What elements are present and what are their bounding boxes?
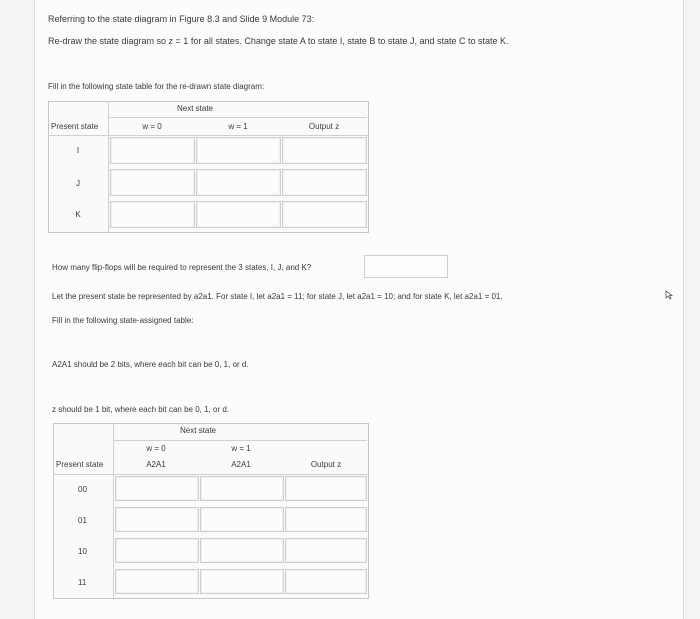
row-label-k: K <box>75 210 81 219</box>
answer-cell-i-z[interactable] <box>282 137 367 164</box>
w1-subheader-2: A2A1 <box>231 460 251 469</box>
output-z-header-2: Output z <box>310 460 342 469</box>
a2a1-note: A2A1 should be 2 bits, where each bit can be 0, 1, or d. <box>52 360 249 369</box>
answer2-cell-00-z[interactable] <box>285 476 367 501</box>
row-label-i: I <box>76 146 80 155</box>
assignment-text: Let the present state be represented by a2a1. For state I, let a2a1 = 11; for state J, let a2a1 = 10; and for state K, let a2a1 = 01. <box>52 292 503 301</box>
intro-text: Referring to the state diagram in Figure 8.3 and Slide 9 Module 73: <box>48 14 315 24</box>
answer2-cell-01-z[interactable] <box>285 507 367 532</box>
z-note: z should be 1 bit, where each bit can be 0, 1, or d. <box>52 405 229 414</box>
w1-header: w = 1 <box>228 122 248 131</box>
answer2-cell-01-w1[interactable] <box>200 507 284 532</box>
answer2-cell-11-z[interactable] <box>285 569 367 594</box>
answer-cell-k-w0[interactable] <box>110 201 195 228</box>
mouse-cursor-icon <box>665 290 675 300</box>
present-state-header: Present state <box>51 122 99 131</box>
row-label-00: 00 <box>78 485 87 494</box>
present-state-header-2: Present state <box>56 460 104 469</box>
answer-cell-j-w0[interactable] <box>110 169 195 196</box>
answer2-cell-10-w0[interactable] <box>115 538 199 563</box>
w0-subheader-2: A2A1 <box>146 460 166 469</box>
answer-cell-j-z[interactable] <box>282 169 367 196</box>
w0-header-2: w = 0 <box>146 444 166 453</box>
answer-cell-i-w0[interactable] <box>110 137 195 164</box>
output-z-header: Output z <box>308 122 340 131</box>
next-state-header: Next state <box>176 104 213 113</box>
w1-header-2: w = 1 <box>231 444 251 453</box>
answer2-cell-00-w1[interactable] <box>200 476 284 501</box>
row-label-01: 01 <box>78 516 87 525</box>
answer-cell-j-w1[interactable] <box>196 169 281 196</box>
answer2-cell-10-w1[interactable] <box>200 538 284 563</box>
instruction-text: Re-draw the state diagram so z = 1 for all states. Change state A to state I, state B to state J, and state C to state K. <box>48 36 509 46</box>
answer2-cell-10-z[interactable] <box>285 538 367 563</box>
w0-header: w = 0 <box>142 122 162 131</box>
row-label-j: J <box>76 179 80 188</box>
answer2-cell-11-w1[interactable] <box>200 569 284 594</box>
answer-cell-k-z[interactable] <box>282 201 367 228</box>
answer-cell-k-w1[interactable] <box>196 201 281 228</box>
row-label-11: 11 <box>78 578 87 587</box>
next-state-header-2: Next state <box>179 426 216 435</box>
fill-table1-text: Fill in the following state table for the re-drawn state diagram: <box>48 82 265 91</box>
answer2-cell-11-w0[interactable] <box>115 569 199 594</box>
fill-table2-text: Fill in the following state-assigned table: <box>52 316 194 325</box>
row-label-10: 10 <box>78 547 87 556</box>
flipflops-question: How many flip-flops will be required to represent the 3 states, I, J, and K? <box>52 263 312 272</box>
answer2-cell-00-w0[interactable] <box>115 476 199 501</box>
answer2-cell-01-w0[interactable] <box>115 507 199 532</box>
answer-cell-i-w1[interactable] <box>196 137 281 164</box>
flipflops-answer-input[interactable] <box>364 255 448 278</box>
